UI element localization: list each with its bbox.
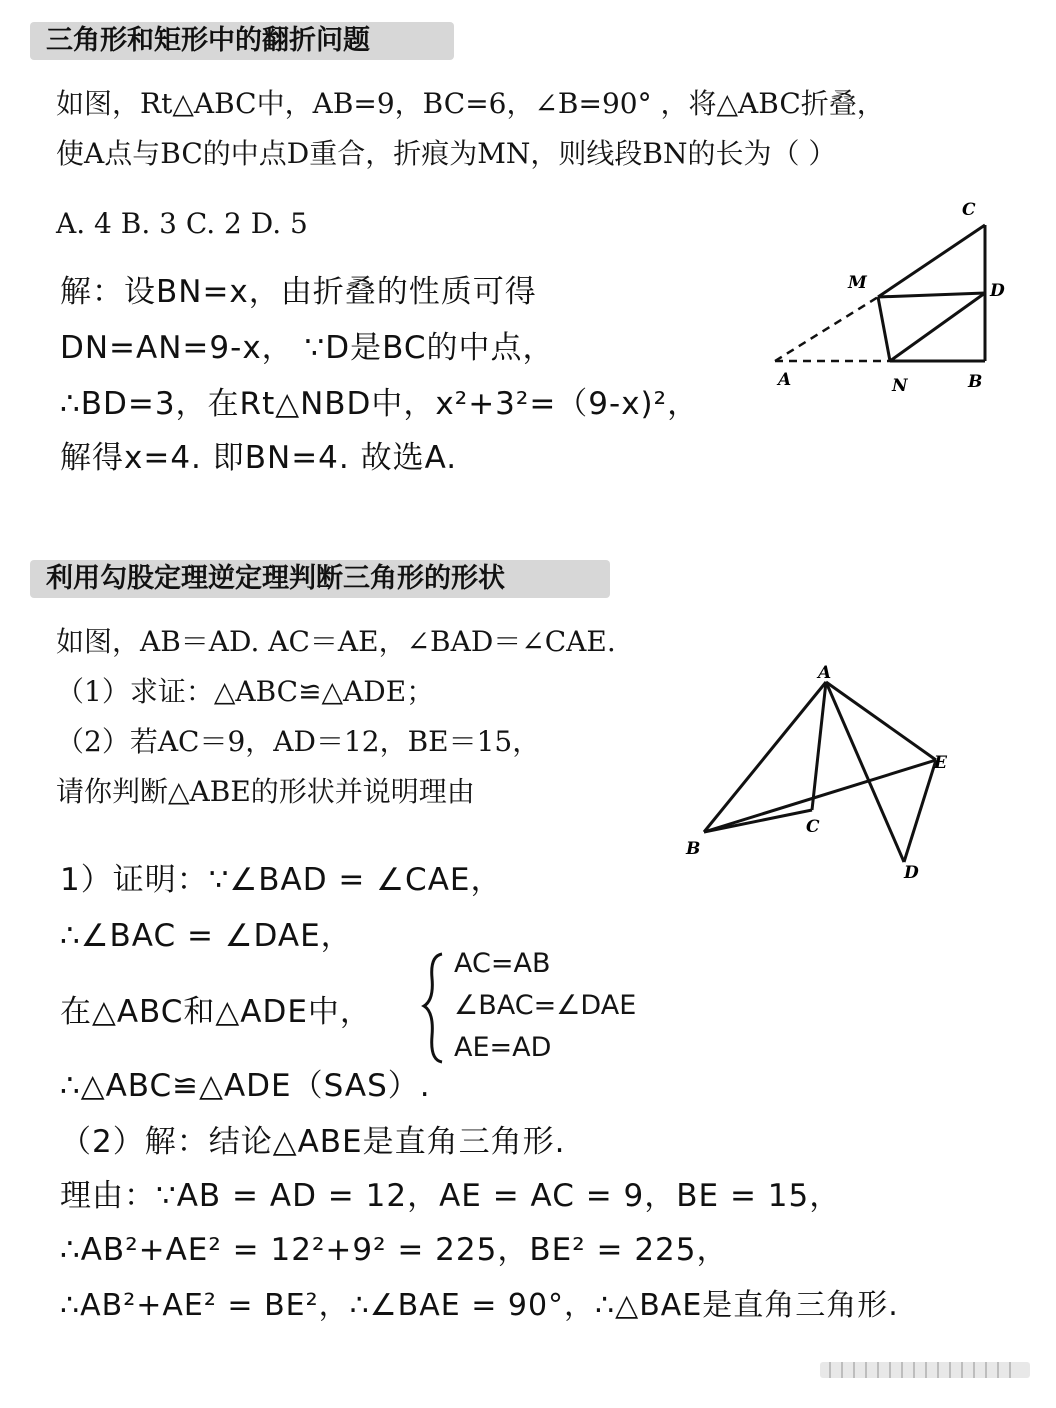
problem1-line2: 使A点与BC的中点D重合，折痕为MN，则线段BN的长为（ ）	[56, 137, 837, 170]
problem2-line2: （1）求证：△ABC≌△ADE；	[56, 675, 435, 708]
problem1-options: A. 4 B. 3 C. 2 D. 5	[56, 207, 308, 240]
system-line2: ∠BAC=∠DAE	[454, 990, 637, 1021]
proof-line7: ∴AB²+AE² = 12²+9² = 225，BE² = 225，	[60, 1232, 729, 1268]
proof-line6: 理由：∵AB = AD = 12，AE = AC = 9，BE = 15，	[60, 1178, 842, 1214]
proof-line2: ∴∠BAC = ∠DAE，	[60, 918, 353, 954]
proof-line1: 1）证明：∵∠BAD = ∠CAE，	[60, 862, 503, 898]
page-scroll-indicator[interactable]	[820, 1356, 1034, 1384]
label-N: N	[892, 376, 908, 396]
solution1-line1: 解：设BN=x，由折叠的性质可得	[60, 274, 537, 310]
problem1-line1: 如图，Rt△ABC中，AB=9，BC=6，∠B=90° ，将△ABC折叠，	[56, 87, 885, 120]
label-D: D	[990, 281, 1005, 301]
proof-line3: 在△ABC和△ADE中，	[60, 994, 372, 1030]
label-B2: B	[686, 839, 701, 859]
label-D2: D	[904, 863, 919, 883]
solution1-line4: 解得x=4. 即BN=4. 故选A.	[60, 440, 458, 476]
system-brace	[420, 948, 450, 1068]
label-C: C	[962, 200, 976, 220]
fold-figure	[760, 195, 1030, 405]
problem2-line3: （2）若AC＝9，AD＝12，BE＝15，	[56, 725, 541, 758]
label-C2: C	[806, 817, 820, 837]
solution1-line3: ∴BD=3，在Rt△NBD中，x²+3²=（9-x)²，	[60, 386, 700, 422]
problem2-line4: 请你判断△ABE的形状并说明理由	[56, 775, 475, 808]
label-A2: A	[818, 663, 832, 683]
solution1-line2: DN=AN=9-x， ∵D是BC的中点，	[60, 330, 555, 366]
proof-line4: ∴△ABC≌△ADE（SAS）.	[60, 1068, 431, 1104]
proof-line5: （2）解：结论△ABE是直角三角形.	[60, 1124, 566, 1160]
system-line3: AE=AD	[454, 1032, 552, 1063]
label-A: A	[778, 370, 792, 390]
congruence-figure	[680, 660, 970, 890]
proof-line8: ∴AB²+AE² = BE²，∴∠BAE = 90°，∴△BAE是直角三角形.	[60, 1288, 899, 1323]
label-E2: E	[934, 753, 947, 773]
system-line1: AC=AB	[454, 948, 551, 979]
label-M: M	[848, 273, 867, 293]
section2-title: 利用勾股定理逆定理判断三角形的形状	[30, 560, 610, 598]
label-B: B	[968, 372, 983, 392]
problem2-line1: 如图，AB＝AD. AC＝AE，∠BAD＝∠CAE.	[56, 625, 616, 658]
section1-title: 三角形和矩形中的翻折问题	[30, 22, 454, 60]
